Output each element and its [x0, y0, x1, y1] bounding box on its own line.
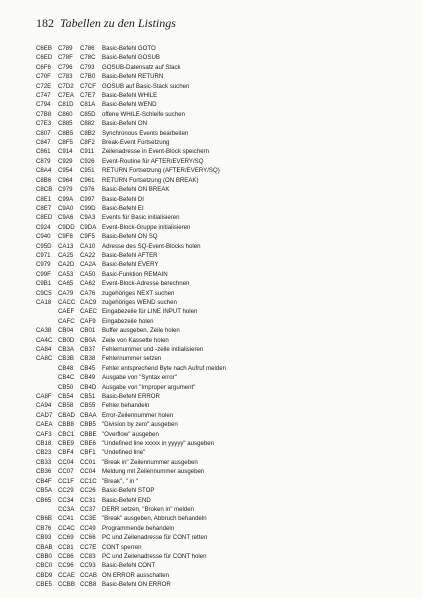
description: Error-Zeilennummer holen: [102, 411, 174, 419]
address-col2: CCAE: [58, 571, 75, 579]
table-row: [36, 533, 416, 542]
address-col2: CBB8: [58, 421, 74, 429]
address-col2: CC1F: [58, 477, 74, 485]
address-col2: CAEF: [58, 308, 75, 316]
address-col2: CBAD: [58, 411, 75, 419]
table-row: [36, 232, 416, 241]
address-col2: CCBB: [58, 581, 75, 589]
table-row: [36, 364, 416, 373]
description: Basic-Befehl ERROR: [102, 393, 160, 401]
description: Buffer ausgeben, Zeile holen: [102, 327, 180, 335]
address-col2: CB48: [58, 364, 74, 372]
table-row: [36, 138, 416, 147]
table-row: [36, 260, 416, 269]
description: Basic-Befehl END: [102, 496, 151, 504]
description: zugehöriges NEXT suchen: [102, 289, 175, 297]
table-row: [36, 411, 416, 420]
address-col1: CB23: [36, 449, 52, 457]
address-col3: C997: [80, 195, 95, 203]
address-col2: CB04: [58, 327, 74, 335]
address-col2: CC81: [58, 543, 74, 551]
address-col3: CB01: [80, 327, 96, 335]
description: Break-Event Fortsetzung: [102, 139, 170, 147]
address-col1: CA84: [36, 346, 52, 353]
address-col2: CB3B: [58, 355, 74, 363]
description: Eingabezeile holen: [102, 317, 154, 325]
address-col1: [36, 383, 58, 392]
description: Basic-Befehl EVERY: [102, 261, 159, 269]
address-col2: C9DD: [58, 223, 75, 231]
address-col3: CA2A: [80, 261, 96, 269]
address-col2: C929: [58, 157, 73, 165]
address-col2: CC86: [58, 552, 74, 560]
address-col1: CB4F: [36, 477, 52, 485]
address-col2: CA2D: [58, 261, 75, 269]
address-col1: CAF3: [36, 430, 52, 438]
description: "Undefined line": [102, 449, 146, 457]
address-col1: CA94: [36, 402, 52, 410]
address-col3: CB37: [80, 346, 96, 353]
address-col2: CC04: [58, 458, 74, 466]
address-col2: C964: [58, 176, 73, 184]
address-col1: CBE5: [36, 581, 52, 589]
address-col2: C78F: [58, 54, 73, 62]
address-col3: CB45: [80, 364, 96, 372]
description: "Overflow" ausgeben: [102, 430, 159, 438]
description: RETURN Fortsetzung (ON BREAK): [102, 176, 199, 184]
page-title: Tabellen zu den Listings: [60, 16, 176, 30]
address-col1: C807: [36, 129, 51, 137]
address-col2: CBF4: [58, 449, 74, 457]
table-row: [36, 552, 416, 561]
address-col3: CA10: [80, 242, 96, 250]
table-row: [36, 147, 416, 156]
address-col3: C7E7: [80, 92, 96, 100]
address-col3: C81A: [80, 101, 96, 109]
address-col1: [36, 364, 58, 373]
address-col3: CCAB: [80, 571, 97, 579]
table-row: [36, 119, 416, 128]
address-col3: C911: [80, 148, 95, 156]
description: Zeile von Kassette holen: [102, 336, 169, 344]
address-col1: C8E7: [36, 204, 52, 212]
table-row: [36, 496, 416, 505]
address-col1: C72E: [36, 82, 52, 90]
table-row: [36, 270, 416, 279]
address-col2: C99A: [58, 195, 74, 203]
table-row: [36, 373, 416, 382]
address-col1: CA8F: [36, 393, 52, 401]
address-col3: CB38: [80, 355, 96, 363]
table-row: [36, 166, 416, 175]
description: RETURN Fortsetzung (AFTER/EVERY/SQ): [102, 167, 220, 175]
address-col1: [36, 317, 58, 326]
table-row: [36, 110, 416, 119]
address-col2: CC96: [58, 562, 74, 570]
description: Basic-Befehl WEND: [102, 101, 157, 109]
table-row: [36, 44, 416, 53]
address-col2: CC69: [58, 534, 74, 542]
address-col1: C95D: [36, 242, 52, 250]
address-col2: CB3A: [58, 346, 74, 353]
table-row: [36, 458, 416, 467]
address-col2: C860: [58, 110, 73, 118]
description: Ausgabe von "Syntax error": [102, 374, 177, 382]
description: zugehöriges WEND suchen: [102, 298, 177, 306]
table-row: [36, 420, 416, 429]
table-row: [36, 336, 416, 345]
address-col2: CBE9: [58, 440, 74, 448]
page-header: [36, 16, 176, 31]
address-col3: CC26: [80, 487, 96, 495]
table-row: [36, 430, 416, 439]
table-row: [36, 307, 416, 316]
address-col2: CC29: [58, 487, 74, 495]
address-col3: C793: [80, 63, 95, 71]
table-row: [36, 91, 416, 100]
table-row: [36, 505, 416, 514]
address-col3: CC7E: [80, 543, 97, 551]
address-col1: CA8C: [36, 355, 53, 363]
address-col3: CB0A: [80, 336, 96, 344]
address-col3: C78C: [80, 54, 96, 62]
description: Basic-Funktion REMAIN: [102, 270, 168, 278]
description: Basic-Befehl GOSUB: [102, 54, 160, 62]
table-row: [36, 195, 416, 204]
address-col3: CC1C: [80, 477, 97, 485]
table-row: [36, 448, 416, 457]
address-col1: C8B6: [36, 176, 52, 184]
table-row: [36, 543, 416, 552]
table-row: [36, 486, 416, 495]
address-col3: CCB8: [80, 581, 97, 589]
address-col3: C85D: [80, 110, 96, 118]
address-col1: C7E3: [36, 120, 52, 128]
address-col2: CA53: [58, 270, 74, 278]
address-col1: CB76: [36, 524, 52, 532]
table-row: [36, 204, 416, 213]
description: Basic-Befehl RETURN: [102, 73, 164, 81]
address-col3: CC31: [80, 496, 96, 504]
address-col2: C914: [58, 148, 73, 156]
table-row: [36, 514, 416, 523]
description: "Break in" Zeilennummer ausgeben: [102, 458, 198, 466]
address-col3: CB49: [80, 374, 96, 382]
description: PC und Zeilenadresse für CONT holen: [102, 552, 207, 560]
address-col3: C7B0: [80, 73, 96, 81]
address-col3: CA22: [80, 251, 96, 259]
description: "Break" ausgeben, Abbruch behandeln: [102, 515, 207, 523]
address-col2: C789: [58, 45, 73, 52]
table-row: [36, 524, 416, 533]
address-col3: CBF1: [80, 449, 96, 457]
address-col2: CA25: [58, 251, 74, 259]
table-row: [36, 213, 416, 222]
description: "Division by zero" ausgeben: [102, 421, 178, 429]
address-col1: [36, 373, 58, 382]
table-row: [36, 129, 416, 138]
address-col3: CA62: [80, 280, 96, 288]
address-col2: C9F8: [58, 233, 73, 241]
description: Event-Block-Gruppe initialisieren: [102, 223, 191, 231]
address-col1: C8E1: [36, 195, 52, 203]
address-col1: CBAB: [36, 543, 53, 551]
address-col3: CC37: [80, 505, 96, 513]
address-col3: C926: [80, 157, 95, 165]
address-col3: CA50: [80, 270, 96, 278]
address-col3: C8F2: [80, 139, 95, 147]
description: Zeilenadresse in Event-Block speichern: [102, 148, 210, 156]
address-col3: C882: [80, 120, 95, 128]
address-col2: C8B5: [58, 129, 74, 137]
address-col1: C6EB: [36, 45, 52, 52]
description: Fehlernummer und -zeile initialisieren: [102, 346, 204, 353]
address-col3: CC66: [80, 534, 96, 542]
address-col3: CBE6: [80, 440, 96, 448]
address-col2: CB0D: [58, 336, 75, 344]
address-col3: C9A3: [80, 214, 96, 222]
address-col1: CB65: [36, 496, 52, 504]
address-col1: C70F: [36, 73, 51, 81]
address-col1: C7B8: [36, 110, 52, 118]
address-col1: CBD9: [36, 571, 53, 579]
description: Basic-Befehl ON BREAK: [102, 186, 170, 194]
table-row: [36, 383, 416, 392]
address-col1: C9B1: [36, 280, 52, 288]
address-col1: CA38: [36, 327, 52, 335]
address-col3: CC3E: [80, 515, 97, 523]
table-row: [36, 392, 416, 401]
address-col2: CC4C: [58, 524, 75, 532]
address-col1: CAD7: [36, 411, 53, 419]
address-col1: CB93: [36, 534, 52, 542]
table-row: [36, 439, 416, 448]
description: Basic-Befehl GOTO: [102, 45, 156, 52]
table-row: [36, 176, 416, 185]
address-col1: C794: [36, 101, 51, 109]
address-col3: C976: [80, 186, 95, 194]
description: Basic-Befehl ON SQ: [102, 233, 158, 241]
address-col3: CB55: [80, 402, 96, 410]
address-col3: CC01: [80, 458, 96, 466]
address-col3: C9F5: [80, 233, 95, 241]
description: Fehler behandeln: [102, 402, 150, 410]
address-col1: CB36: [36, 468, 52, 476]
address-col3: CBAA: [80, 411, 97, 419]
description: Basic-Befehl AFTER: [102, 251, 158, 259]
description: ON ERROR ausschalten: [102, 571, 170, 579]
description: Basic-Befehl STOP: [102, 487, 155, 495]
table-row: [36, 223, 416, 232]
address-col2: C7EA: [58, 92, 74, 100]
description: Basic-Befehl CONT: [102, 562, 156, 570]
address-col3: C9DA: [80, 223, 97, 231]
address-col1: C879: [36, 157, 51, 165]
description: "Break", " in ": [102, 477, 139, 485]
address-col2: CC07: [58, 468, 74, 476]
address-col1: C971: [36, 251, 51, 259]
description: CONT sperren: [102, 543, 142, 551]
address-col1: C747: [36, 92, 51, 100]
address-col2: CB4C: [58, 374, 75, 382]
address-col2: CAFC: [58, 317, 75, 325]
address-col1: CA4C: [36, 336, 53, 344]
description: Fehlernummer setzen: [102, 355, 162, 363]
address-col1: C8ED: [36, 214, 53, 222]
address-col2: CB50: [58, 383, 74, 391]
description: DERR setzen, "Broken in" melden: [102, 505, 195, 513]
table-row: [36, 251, 416, 260]
address-col3: CC93: [80, 562, 96, 570]
table-row: [36, 326, 416, 335]
address-col3: C786: [80, 45, 95, 52]
description: Basic-Befehl EI: [102, 204, 144, 212]
table-row: [36, 401, 416, 410]
address-col1: CBC0: [36, 562, 53, 570]
description: Event-Block-Adresse berechnen: [102, 280, 190, 288]
page-number: 182: [36, 16, 54, 30]
address-col2: CACC: [58, 298, 76, 306]
address-col2: C9A6: [58, 214, 74, 222]
description: Fehler entsprechend Byte nach Aufruf melden: [102, 364, 226, 372]
address-col1: C979: [36, 261, 51, 269]
address-col3: CC83: [80, 552, 96, 560]
table-row: [36, 63, 416, 72]
address-col3: CB4D: [80, 383, 97, 391]
description: Eingabezeile für LINE INPUT holen: [102, 308, 198, 316]
address-col2: CBC1: [58, 430, 75, 438]
address-col2: C885: [58, 120, 73, 128]
address-col2: CB58: [58, 402, 74, 410]
table-row: [36, 571, 416, 580]
address-col3: CAEC: [80, 308, 97, 316]
address-col3: C8B2: [80, 129, 96, 137]
address-col3: CAF9: [80, 317, 96, 325]
description: Basic-Befehl ON ERROR: [102, 581, 171, 589]
description: Basic-Befehl WHILE: [102, 92, 158, 100]
table-row: [36, 317, 416, 326]
address-col2: C783: [58, 73, 73, 81]
address-col3: CAC9: [80, 298, 97, 306]
address-col2: CC34: [58, 496, 74, 504]
address-col1: C940: [36, 233, 51, 241]
address-col3: C7CF: [80, 82, 96, 90]
address-col1: C924: [36, 223, 51, 231]
description: Programmende behandeln: [102, 524, 175, 532]
address-col1: [36, 307, 58, 316]
address-col1: C8A4: [36, 167, 52, 175]
address-col2: CA13: [58, 242, 74, 250]
address-col2: C9A0: [58, 204, 74, 212]
description: "Undefined line xxxxx in yyyyy" ausgeben: [102, 440, 215, 448]
address-col2: CB54: [58, 393, 74, 401]
description: Events für Basic initialisieren: [102, 214, 180, 222]
address-col1: C9C5: [36, 289, 52, 297]
address-col1: CB5A: [36, 487, 52, 495]
address-col3: C961: [80, 176, 95, 184]
table-row: [36, 289, 416, 298]
address-col2: CA79: [58, 289, 74, 297]
description: Meldung mit Zeilennummer ausgeben: [102, 468, 205, 476]
description: GOSUB auf Basic-Stack suchen: [102, 82, 190, 90]
address-col2: C8F5: [58, 139, 73, 147]
address-col1: C6ED: [36, 54, 53, 62]
address-col3: CA76: [80, 289, 96, 297]
address-col1: CB6B: [36, 515, 52, 523]
address-col2: CC3A: [58, 505, 75, 513]
description: Adresse des SQ-Event-Blocks holen: [102, 242, 201, 250]
table-row: [36, 185, 416, 194]
address-col1: C847: [36, 139, 51, 147]
address-col2: C796: [58, 63, 73, 71]
address-col2: CA65: [58, 280, 74, 288]
address-col2: C979: [58, 186, 73, 194]
description: offene WHILE-Schleife suchen: [102, 110, 185, 118]
table-row: [36, 354, 416, 363]
description: Ausgabe von "Improper argument": [102, 383, 196, 391]
address-col2: C7D2: [58, 82, 74, 90]
address-col3: C99D: [80, 204, 96, 212]
description: Synchronous Events bearbeiten: [102, 129, 189, 137]
address-col1: [36, 505, 58, 514]
address-col1: CB33: [36, 458, 52, 466]
address-col1: CAEA: [36, 421, 53, 429]
table-row: [36, 100, 416, 109]
address-col2: CC41: [58, 515, 74, 523]
address-col3: CC04: [80, 468, 96, 476]
address-col1: C6F6: [36, 63, 51, 71]
description: Basic-Befehl ON: [102, 120, 148, 128]
address-col2: C954: [58, 167, 73, 175]
table-row: [36, 72, 416, 81]
table-row: [36, 157, 416, 166]
table-row: [36, 82, 416, 91]
table-row: [36, 345, 416, 354]
table-row: [36, 467, 416, 476]
table-row: [36, 279, 416, 288]
description: Event-Routine für AFTER/EVERY/SQ: [102, 157, 204, 165]
address-col3: CBB5: [80, 421, 96, 429]
table-row: [36, 298, 416, 307]
table-row: [36, 242, 416, 251]
address-col3: CBBE: [80, 430, 97, 438]
address-col1: C99F: [36, 270, 51, 278]
address-col3: CB51: [80, 393, 96, 401]
description: GOSUB-Datensatz auf Stack: [102, 63, 181, 71]
table-row: [36, 580, 416, 589]
address-col3: CC49: [80, 524, 96, 532]
address-col1: CA18: [36, 298, 52, 306]
address-col1: C861: [36, 148, 51, 156]
address-col1: CBB0: [36, 552, 52, 560]
table-row: [36, 53, 416, 62]
table-row: [36, 477, 416, 486]
address-col3: C951: [80, 167, 95, 175]
description: Basic-Befehl DI: [102, 195, 144, 203]
description: PC und Zeilenadresse für CONT retten: [102, 534, 208, 542]
address-col1: CB18: [36, 440, 52, 448]
address-col2: C81D: [58, 101, 74, 109]
table-row: [36, 561, 416, 570]
listing-table: [36, 44, 416, 590]
address-col1: C8CB: [36, 186, 53, 194]
